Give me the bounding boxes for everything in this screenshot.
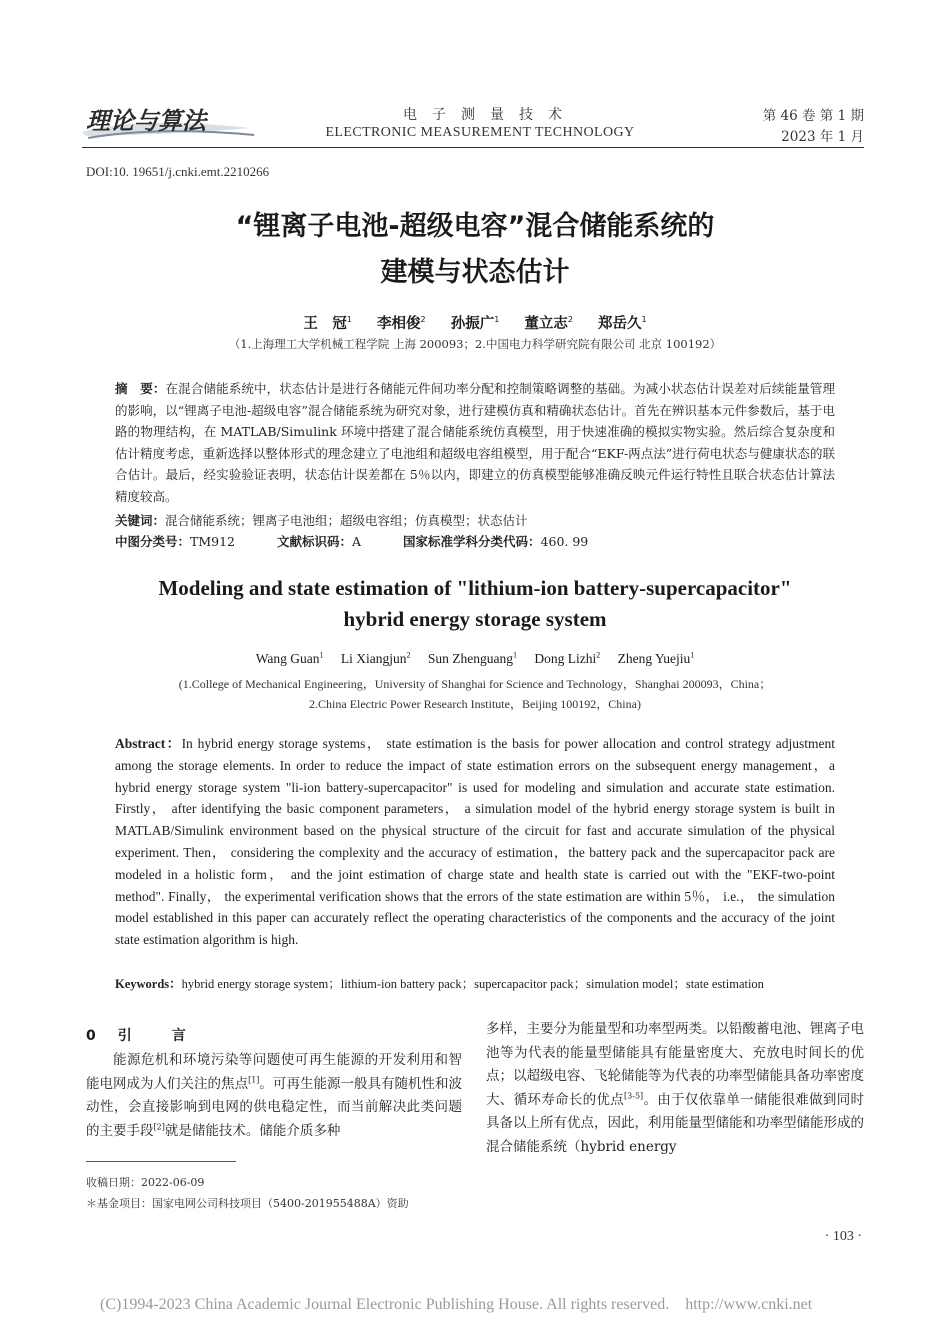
copyright-text: (C)1994-2023 China Academic Journal Electronic Publishing House. All rights reserved. — [100, 1296, 670, 1313]
abstract-en — [115, 733, 835, 951]
title-cn-line1: “锂离子电池-超级电容”混合储能系统的 — [235, 211, 715, 242]
abstract-en-text: In hybrid energy storage systems， state estimation is the basis for power allocation and control strategy adjustment among the storage elements. In order to reduce the impact of state estimation errors on the subsequent energy management，a hybrid energy storage system "li-ion battery-supercapacitor" is used for modeling and simulation and accurate state estimation. Firstly， after identifying the basic component parameters， a simulation model of the hybrid energy storage system is built in MATLAB/Simulink environment based on the physical structure of the circuit for fast and accurate simulation of the physical experiment. Then， considering the complexity and the accuracy of estimation，the battery pack and the supercapacitor pack are modeled in a holistic form， and the joint estimation of charge state and health state is carried out with the "EKF-two-point method". Finally， the experimental verification shows that the errors of the state estimation are within 5％， i.e.， the simulation model established in this paper can accurately reflect the operating characteristics of the components and the accuracy of the joint state estimation algorithm is high. — [115, 736, 835, 948]
author-en: Dong Lizhi$^2$ — [534, 650, 601, 666]
affiliation-en-line1: (1.College of Mechanical Engineering，University of Shanghai for Science and Technology，Shanghai 200093，China； — [178, 677, 772, 691]
page-number: · 103 · — [824, 1229, 862, 1244]
header-rule — [82, 147, 864, 148]
authors-en — [60, 651, 890, 667]
author-cn: 郑岳久$^1$ — [598, 315, 647, 332]
footnote-rule — [86, 1161, 236, 1162]
citation-ref: [2] — [153, 1122, 165, 1132]
journal-name-cn: 电子测量技术 — [403, 107, 577, 123]
keywords-en — [115, 974, 850, 994]
authors-cn — [60, 312, 890, 333]
keywords-cn-text: 混合储能系统；锂离子电池组；超级电容组；仿真模型；状态估计 — [165, 513, 528, 528]
doc-code-label: 文献标识码： — [277, 534, 353, 549]
doi[interactable]: DOI:10. 19651/j.cnki.emt.2210266 — [86, 164, 270, 179]
citation-ref: [3-5] — [624, 1091, 644, 1101]
affiliation-cn: （1.上海理工大学机械工程学院 上海 200093；2.中国电力科学研究院有限公司 北京 100192） — [228, 337, 722, 351]
keywords-en-label: Keywords： — [115, 977, 182, 991]
body-right-column: 多样，主要分为能量型和功率型两类。以铅酸蓄电池、锂离子电池等为代表的能量型储能具有能量密度大、充放电时间长的优点；以超级电容、飞轮储能等为代表的功率型储能具备功率密度大、循环寿命长的优点[3-5]。由于仅依靠单一储能很难做到同时具备以上所有优点，因此，利用能量型储能和功率型储能形成的混合储能系统（hybrid energy — [486, 1021, 865, 1155]
journal-column-logo — [78, 102, 258, 142]
footnote-received: 收稿日期：2022-06-09 — [86, 1176, 205, 1189]
abstract-cn — [115, 378, 835, 508]
keywords-cn-label: 关键词： — [115, 513, 166, 528]
keywords-cn — [115, 510, 835, 532]
affiliation-en-line2: 2.China Electric Power Research Institute，Beijing 100192，China) — [309, 697, 641, 711]
std-code-label: 国家标准学科分类代码： — [403, 534, 541, 549]
footer-url[interactable]: http://www.cnki.net — [685, 1296, 813, 1313]
logo-text: 理论与算法 — [86, 107, 206, 135]
keywords-en-text: hybrid energy storage system；lithium-ion battery pack；supercapacitor pack；simulation model；state estimation — [181, 977, 764, 991]
journal-name-en: ELECTRONIC MEASUREMENT TECHNOLOGY — [325, 125, 635, 140]
clc-label: 中图分类号： — [115, 534, 191, 549]
publication-date: 2023 年 1 月 — [781, 129, 864, 145]
section-number: 0 — [86, 1028, 96, 1044]
author-en: Zheng Yuejiu$^1$ — [617, 650, 695, 666]
title-en-line2: hybrid energy storage system — [343, 607, 607, 631]
body-left-column: 能源危机和环境污染等问题使可再生能源的开发利用和智能电网成为人们关注的焦点[1]。可再生能源一般具有随机性和波动性，会直接影响到电网的供电稳定性，而当前解决此类问题的主要手段[2]就是储能技术。储能介质多种 — [86, 1052, 463, 1139]
clc-value: TM912 — [190, 534, 236, 549]
title-en-line1: Modeling and state estimation of "lithium-ion battery-supercapacitor" — [158, 576, 792, 600]
abstract-cn-text: 在混合储能系统中，状态估计是进行各储能元件间功率分配和控制策略调整的基础。为减小状态估计误差对后续能量管理的影响，以“锂离子电池-超级电容”混合储能系统为研究对象，进行建模仿真和精确状态估计。首先在辨识基本元件参数后，基于电路的物理结构，在 MATLAB/Simulink 环境中搭建了混合储能系统仿真模型，用于快速准确的模拟实物实验。然后综合复杂度和估计精度考虑，重新选择以整体形式的理念建立了电池组和超级电容组模型，用于配合“EKF-两点法”进行荷电状态与健康状态的联合估计。最后，经实验验证表明，状态估计误差都在 5％以内，即建立的仿真模型能够准确反映元件运行特性且联合状态估计算法精度较高。 — [115, 381, 835, 504]
abstract-en-label: Abstract： — [115, 736, 182, 751]
section-heading-introduction: 0 引 言 — [86, 1028, 186, 1044]
doc-code-value: A — [352, 534, 362, 549]
author-en: Li Xiangjun$^2$ — [340, 650, 411, 666]
volume-issue: 第 46 卷 第 1 期 — [762, 108, 864, 124]
citation-ref: [1] — [248, 1075, 260, 1085]
author-cn: 李相俊$^2$ — [377, 315, 426, 332]
classification-codes — [115, 531, 626, 552]
author-cn: 孙振广$^1$ — [450, 315, 500, 332]
author-cn: 董立志$^2$ — [524, 315, 573, 332]
footnote-fund: ＊基金项目：国家电网公司科技项目（5400-201955488A）资助 — [86, 1197, 409, 1210]
author-en: Wang Guan$^1$ — [255, 650, 324, 666]
abstract-cn-label: 摘 要： — [115, 381, 166, 396]
author-en: Sun Zhenguang$^1$ — [427, 650, 518, 666]
copyright-footer — [100, 1296, 850, 1314]
author-cn: 王 冠$^1$ — [303, 315, 352, 332]
std-code-value: 460. 99 — [540, 534, 589, 549]
title-cn-line2: 建模与状态估计 — [380, 257, 570, 288]
